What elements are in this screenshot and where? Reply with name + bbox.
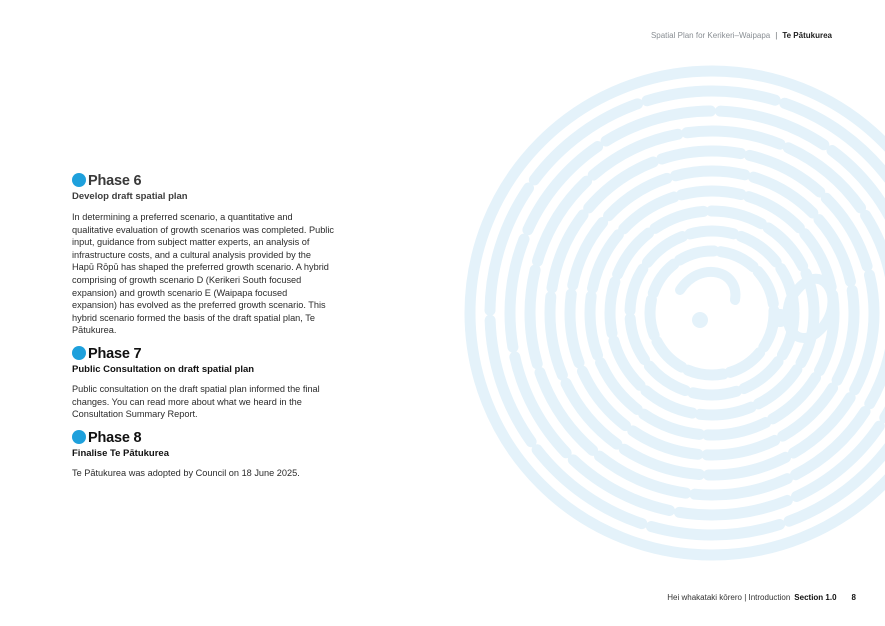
phase-description: Te Pātukurea was adopted by Council on 18 June 2025. [72, 467, 300, 478]
phase-heading [72, 345, 334, 363]
phase-heading [72, 429, 334, 447]
phase-subtitle: Public Consultation on draft spatial plan [72, 363, 255, 375]
phase-7-section [72, 345, 334, 421]
phase-subtitle: Finalise Te Pātukurea [72, 447, 169, 459]
page-number: 8 [851, 593, 856, 602]
document-title: Spatial Plan for Kerikeri–Waipapa [650, 31, 771, 40]
phase-description: In determining a preferred scenario, a quantitative and qualitative evaluation of growth scenarios was completed. Public input, guidance from subject matter experts, an analysis of infrastructure costs, and a cultural analysis provided by the Hapū Rōpū has shaped the preferred growth scenario. A hybrid comprising of growth scenario D (Kerikeri South focused expansion) and growth scenario E (Waipapa focused expansion) has evolved as the preferred growth scenario. This hybrid scenario formed the basis of the draft spatial plan, Te Pātukurea. [72, 212, 334, 336]
section-label: Section 1.0 [794, 593, 837, 602]
phase-title: Phase 7 [88, 345, 142, 362]
phase-8-section [72, 429, 334, 480]
phases-list [72, 172, 334, 487]
phase-title: Phase 6 [88, 173, 142, 189]
phase-title: Phase 8 [88, 429, 142, 446]
circle-bullet-icon [72, 430, 86, 444]
running-header [651, 31, 832, 40]
circle-bullet-icon [72, 173, 86, 187]
chapter-label: Hei whakataki kōrero | Introduction [667, 593, 791, 602]
header-separator: | [775, 31, 778, 40]
phase-subtitle: Develop draft spatial plan [72, 191, 188, 202]
running-footer [667, 593, 856, 602]
phase-description: Public consultation on the draft spatial plan informed the final changes. You can read more about what we heard in the Consultation Summary Report. [72, 383, 320, 420]
plan-name: Te Pātukurea [782, 31, 832, 40]
circle-bullet-icon [72, 346, 86, 360]
phase-6-section [72, 172, 334, 337]
phase-heading [72, 172, 334, 190]
